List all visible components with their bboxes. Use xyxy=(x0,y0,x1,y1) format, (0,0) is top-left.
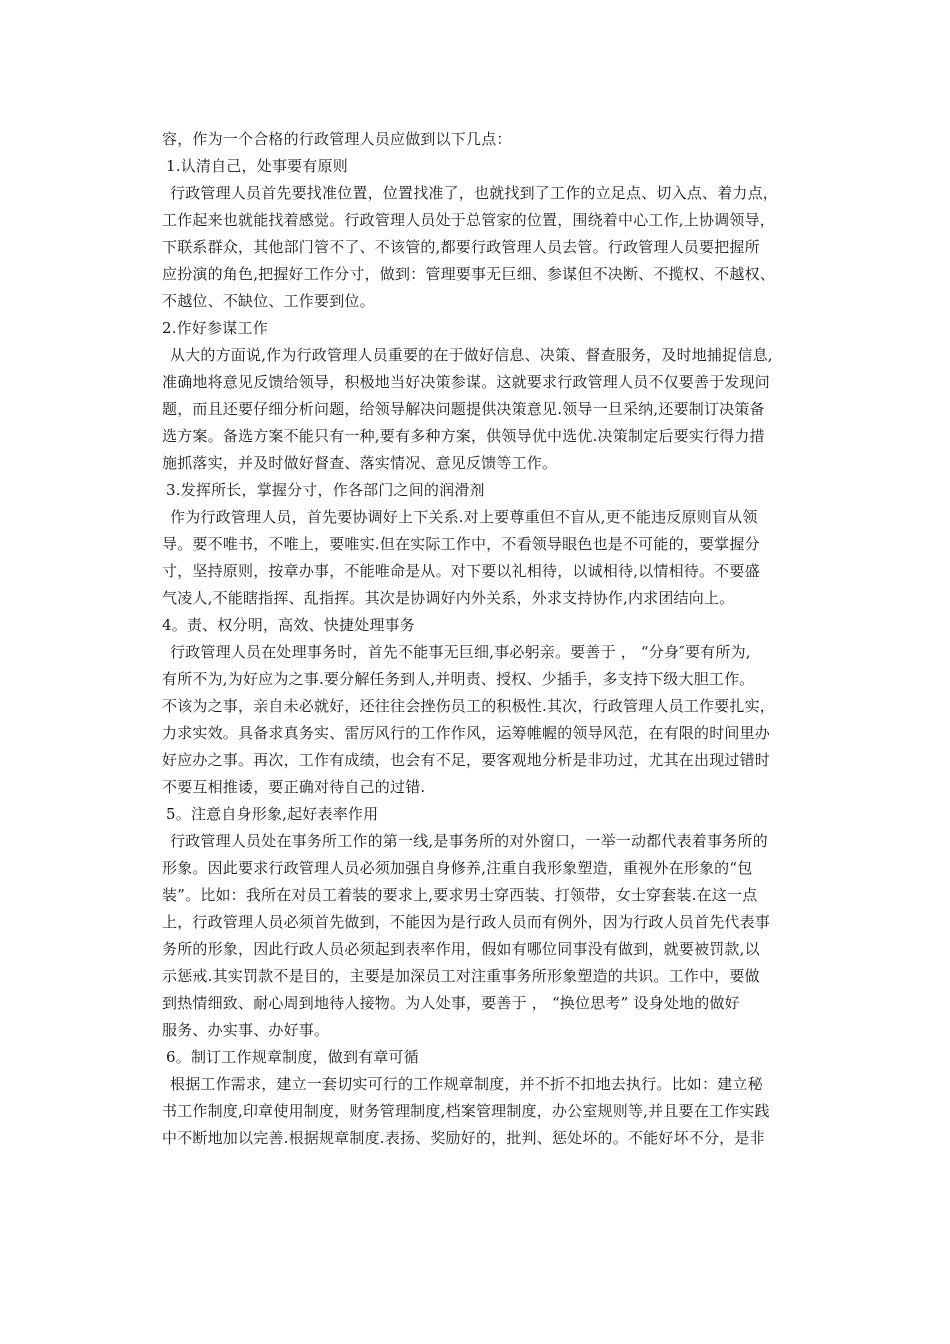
text-line: 不该为之事，亲自未必就好，还往往会挫伤员工的积极性.其次，行政管理人员工作要扎实， xyxy=(162,697,775,715)
text-line: 书工作制度,印章使用制度，财务管理制度,档案管理制度，办公室规则等,并且要在工作实践 xyxy=(162,1102,770,1120)
text-line: 导。要不唯书，不唯上，要唯实.但在实际工作中，不看领导眼色也是不可能的，要掌握分 xyxy=(162,535,760,553)
text-line: 容，作为一个合格的行政管理人员应做到以下几点： xyxy=(162,130,512,148)
text-line: 寸，坚持原则，按章办事，不能唯命是从。对下要以礼相待，以诚相待,以情相待。不要盛 xyxy=(162,562,760,580)
text-line: 好应办之事。再次，工作有成绩，也会有不足，要客观地分析是非功过，尤其在出现过错时 xyxy=(162,751,771,769)
text-line: 1.认清自己，处事要有原则 xyxy=(166,157,348,175)
text-line: 不要互相推诿，要正确对待自己的过错. xyxy=(162,778,426,796)
text-line: 力求实效。具备求真务实、雷厉风行的工作作风，运筹帷幄的领导风范，在有限的时间里办 xyxy=(162,724,771,742)
text-line: 行政管理人员首先要找准位置，位置找准了，也就找到了工作的立足点、切入点、着力点， xyxy=(170,184,779,202)
text-line: 行政管理人员处在事务所工作的第一线,是事务所的对外窗口，一举一动都代表着事务所的 xyxy=(170,832,768,850)
text-line: 从大的方面说,作为行政管理人员重要的在于做好信息、决策、督查服务，及时地捕捉信息, xyxy=(170,346,773,364)
text-line: 上，行政管理人员必须首先做到，不能因为是行政人员而有例外，因为行政人员首先代表事 xyxy=(162,913,771,931)
text-line: 根据工作需求，建立一套切实可行的工作规章制度，并不折不扣地去执行。比如：建立秘 xyxy=(170,1075,763,1093)
text-line: 2.作好参谋工作 xyxy=(162,319,268,337)
document-page xyxy=(162,126,808,1152)
text-line: 服务、办实事、办好事。 xyxy=(162,1021,330,1039)
text-line: 应扮演的角色,把握好工作分寸，做到：管理要事无巨细、参谋但不决断、不揽权、不越权、 xyxy=(162,265,775,283)
text-line: 作为行政管理人员，首先要协调好上下关系.对上要尊重但不盲从,更不能违反原则盲从领 xyxy=(170,508,758,526)
text-line: 到热情细致、耐心周到地待人接物。为人处事，要善于 ， “换位思考” 设身处地的做好 xyxy=(162,994,740,1012)
text-line: 选方案。备选方案不能只有一种,要有多种方案，供领导优中选优.决策制定后要实行得力措 xyxy=(162,427,765,445)
text-line: 装”。比如：我所在对员工着装的要求上,要求男士穿西装、打领带，女士穿套装.在这一点 xyxy=(162,886,758,904)
text-line: 4。责、权分明，高效、快捷处理事务 xyxy=(162,616,415,634)
text-line: 不越位、不缺位、工作要到位。 xyxy=(162,292,375,310)
text-line: 形象。因此要求行政管理人员必须加强自身修养,注重自我形象塑造，重视外在形象的“包 xyxy=(162,859,753,877)
text-line: 中不断地加以完善.根据规章制度.表扬、奖励好的，批判、惩处坏的。不能好坏不分，是非 xyxy=(162,1129,765,1147)
text-line: 5。注意自身形象,起好表率作用 xyxy=(166,805,379,823)
text-line: 有所不为,为好应为之事.要分解任务到人,并明责、授权、少插手，多支持下级大胆工作。 xyxy=(162,670,755,688)
text-line: 下联系群众，其他部门管不了、不该管的,都要行政管理人员去管。行政管理人员要把握所 xyxy=(162,238,760,256)
text-line: 气凌人,不能瞎指挥、乱指挥。其次是协调好内外关系，外求支持协作,内求团结向上。 xyxy=(162,589,735,607)
text-line: 务所的形象，因此行政人员必须起到表率作用，假如有哪位同事没有做到，就要被罚款,以 xyxy=(162,940,760,958)
text-line: 行政管理人员在处理事务时，首先不能事无巨细,事必躬亲。要善于 ， “分身″要有所为, xyxy=(170,643,751,661)
text-line: 准确地将意见反馈给领导，积极地当好决策参谋。这就要求行政管理人员不仅要善于发现问 xyxy=(162,373,771,391)
text-line: 题，而且还要仔细分析问题，给领导解决问题提供决策意见.领导一旦采纳,还要制订决策备 xyxy=(162,400,765,418)
text-line: 6。制订工作规章制度，做到有章可循 xyxy=(166,1048,419,1066)
text-line: 施抓落实，并及时做好督查、落实情况、意见反馈等工作。 xyxy=(162,454,558,472)
text-line: 工作起来也就能找着感觉。行政管理人员处于总管家的位置，围绕着中心工作,上协调领导， xyxy=(162,211,775,229)
text-line: 示惩戒.其实罚款不是目的，主要是加深员工对注重事务所形象塑造的共识。工作中，要做 xyxy=(162,967,760,985)
text-line: 3.发挥所长，掌握分寸，作各部门之间的润滑剂 xyxy=(166,481,485,499)
